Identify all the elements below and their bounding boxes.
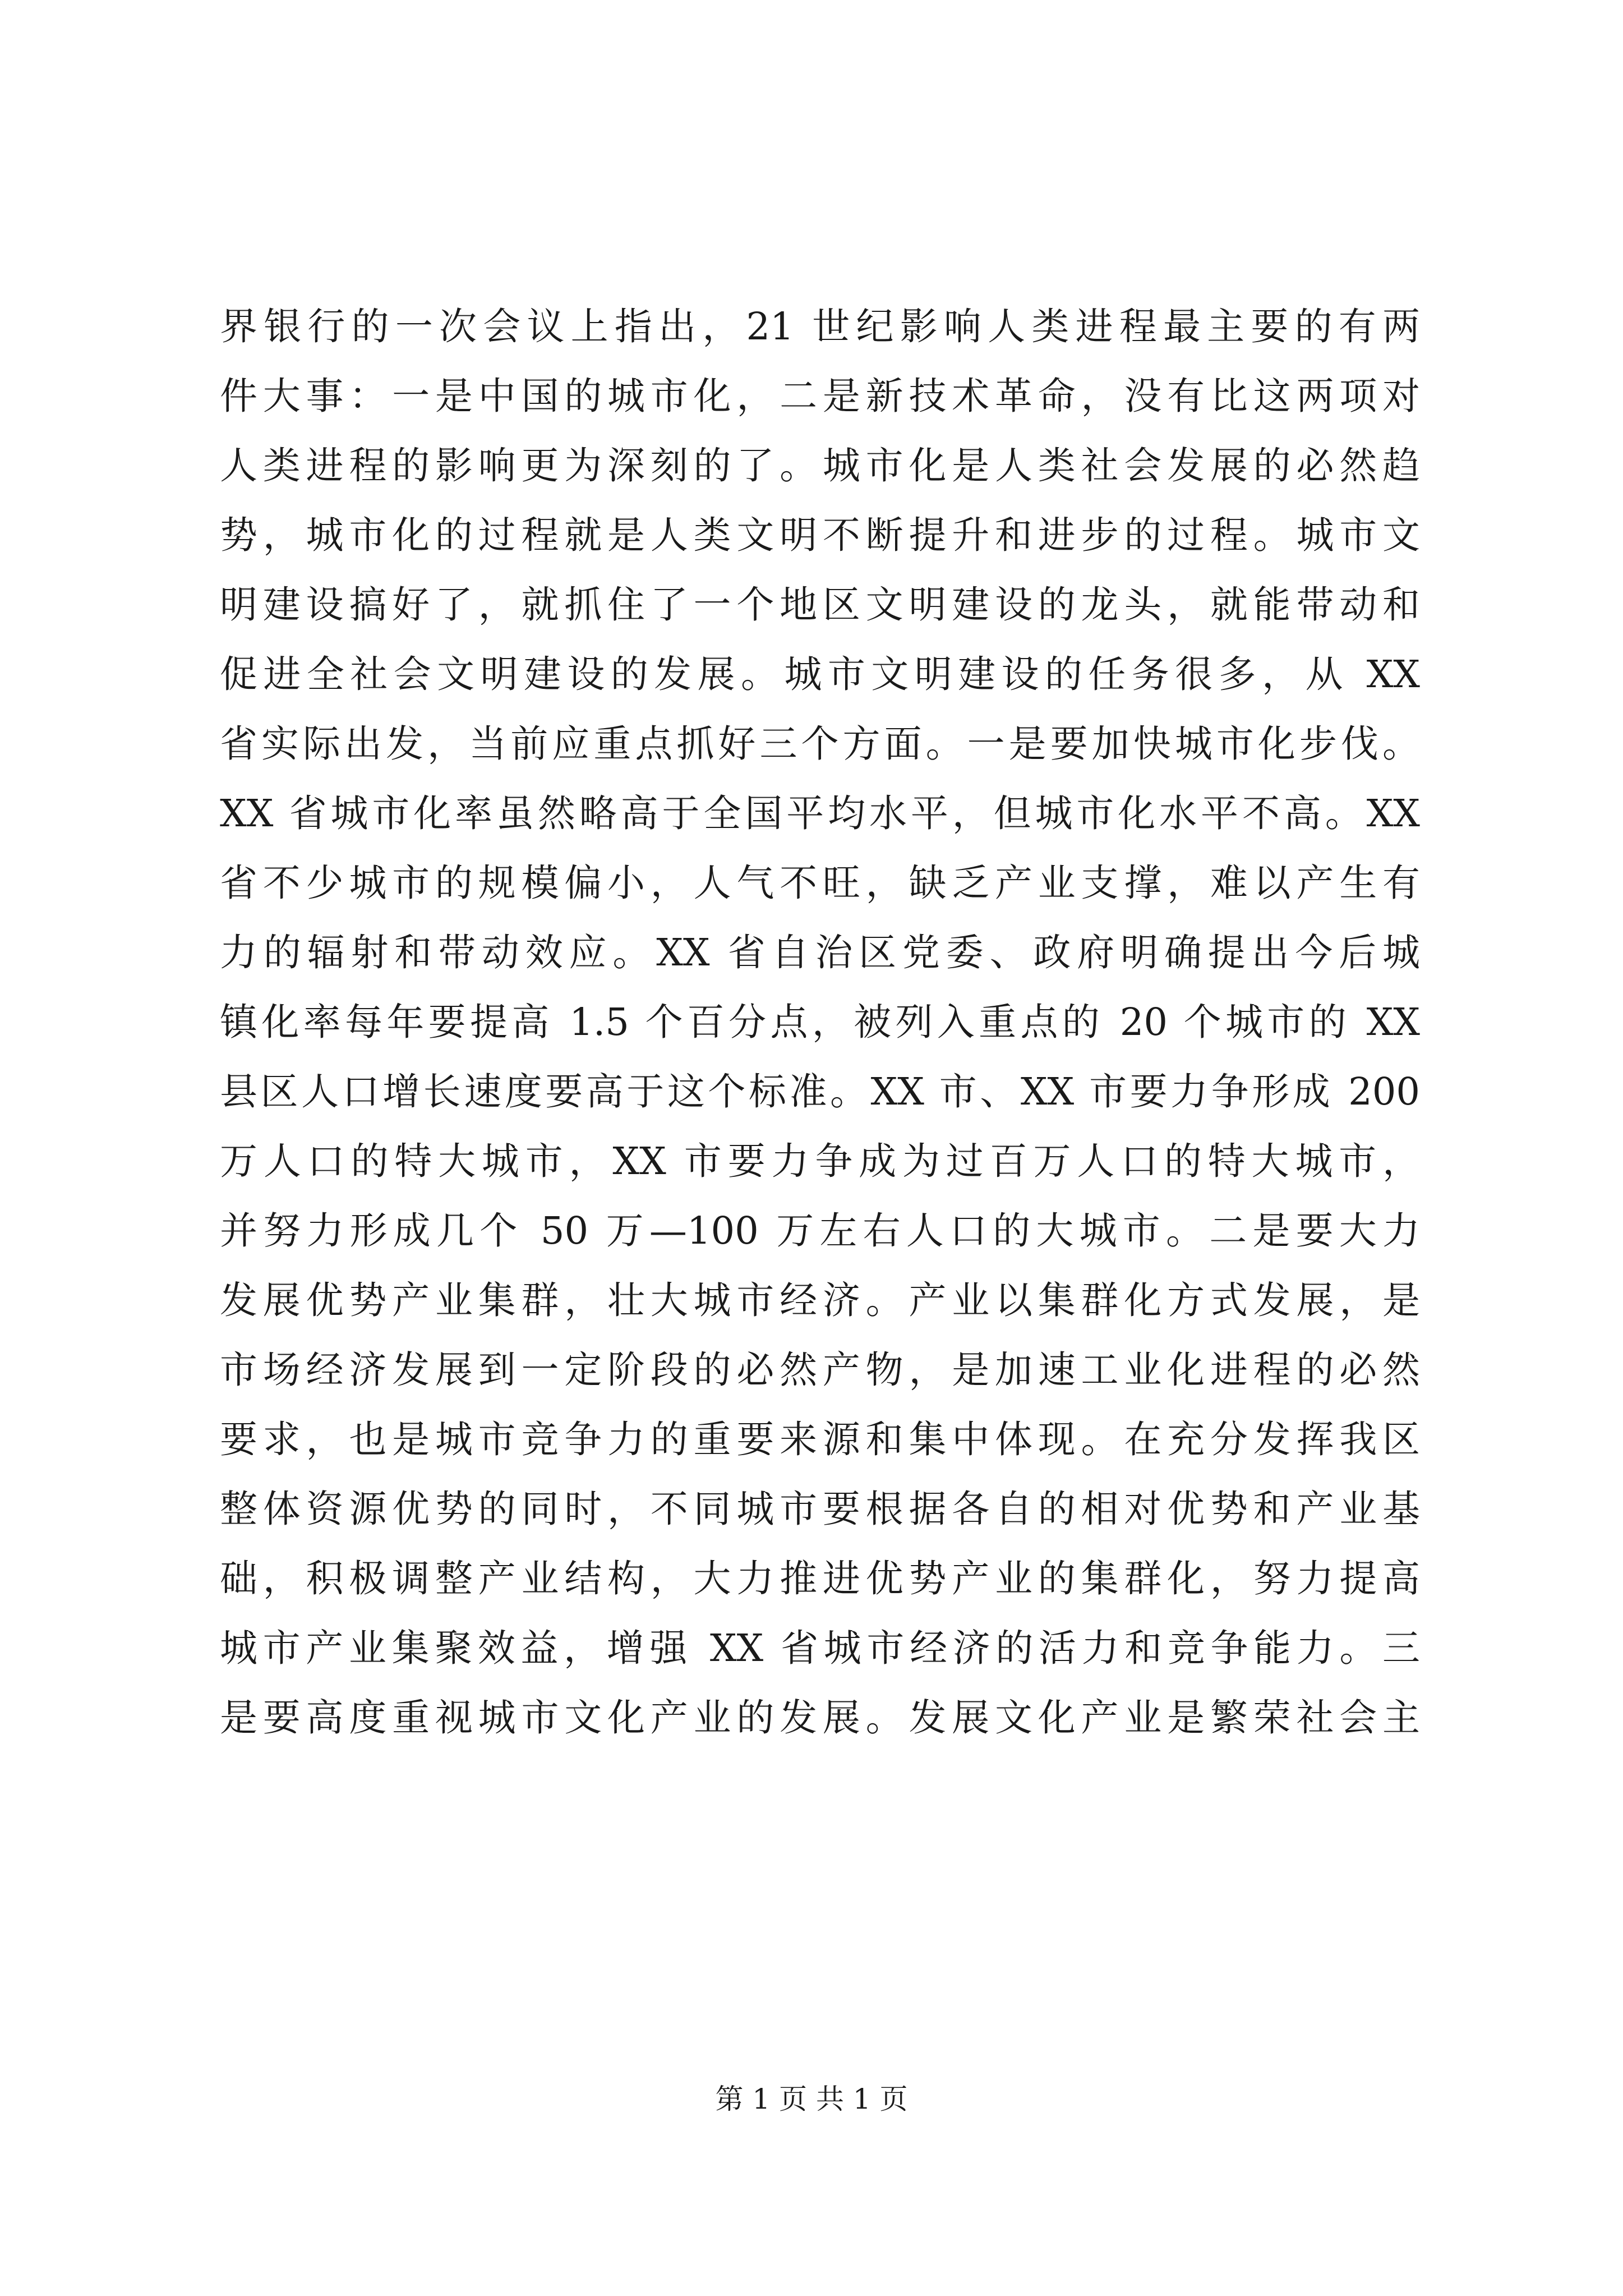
- text-line: 促进全社会文明建设的发展。城市文明建设的任务很多，从 XX: [220, 652, 1420, 696]
- text-line: 整体资源优势的同时，不同城市要根据各自的相对优势和产业基: [220, 1487, 1420, 1531]
- text-line: 件大事：一是中国的城市化，二是新技术革命，没有比这两项对: [220, 374, 1420, 418]
- text-line: 县区人口增长速度要高于这个标准。XX 市、XX 市要力争形成 200: [220, 1070, 1420, 1114]
- text-line: 是要高度重视城市文化产业的发展。发展文化产业是繁荣社会主: [220, 1696, 1420, 1740]
- text-line: 万人口的特大城市，XX 市要力争成为过百万人口的特大城市，: [220, 1139, 1420, 1183]
- text-line: 势，城市化的过程就是人类文明不断提升和进步的过程。城市文: [220, 513, 1420, 557]
- page-footer: [0, 2082, 1623, 2116]
- page-number-label: 第 1 页 共 1 页: [715, 2083, 908, 2115]
- text-line: 发展优势产业集群，壮大城市经济。产业以集群化方式发展，是: [220, 1278, 1420, 1322]
- text-line: 要求，也是城市竞争力的重要来源和集中体现。在充分发挥我区: [220, 1418, 1420, 1461]
- text-line: 力的辐射和带动效应。XX 省自治区党委、政府明确提出今后城: [220, 931, 1420, 974]
- text-line: XX 省城市化率虽然略高于全国平均水平，但城市化水平不高。XX: [220, 792, 1420, 835]
- text-line: 础，积极调整产业结构，大力推进优势产业的集群化，努力提高: [220, 1557, 1420, 1600]
- text-line: 界银行的一次会议上指出，21 世纪影响人类进程最主要的有两: [220, 305, 1420, 348]
- text-line: 市场经济发展到一定阶段的必然产物，是加速工业化进程的必然: [220, 1348, 1420, 1392]
- text-line: 省实际出发，当前应重点抓好三个方面。一是要加快城市化步伐。: [220, 722, 1420, 766]
- text-line: 省不少城市的规模偏小，人气不旺，缺乏产业支撑，难以产生有: [220, 861, 1420, 905]
- text-line: 并努力形成几个 50 万—100 万左右人口的大城市。二是要大力: [220, 1209, 1420, 1253]
- text-line: 城市产业集聚效益，增强 XX 省城市经济的活力和竞争能力。三: [220, 1626, 1420, 1670]
- text-line: 明建设搞好了，就抓住了一个地区文明建设的龙头，就能带动和: [220, 583, 1420, 627]
- text-line: 人类进程的影响更为深刻的了。城市化是人类社会发展的必然趋: [220, 444, 1420, 487]
- document-body: [220, 292, 1420, 1752]
- text-line: 镇化率每年要提高 1.5 个百分点，被列入重点的 20 个城市的 XX: [220, 1000, 1420, 1044]
